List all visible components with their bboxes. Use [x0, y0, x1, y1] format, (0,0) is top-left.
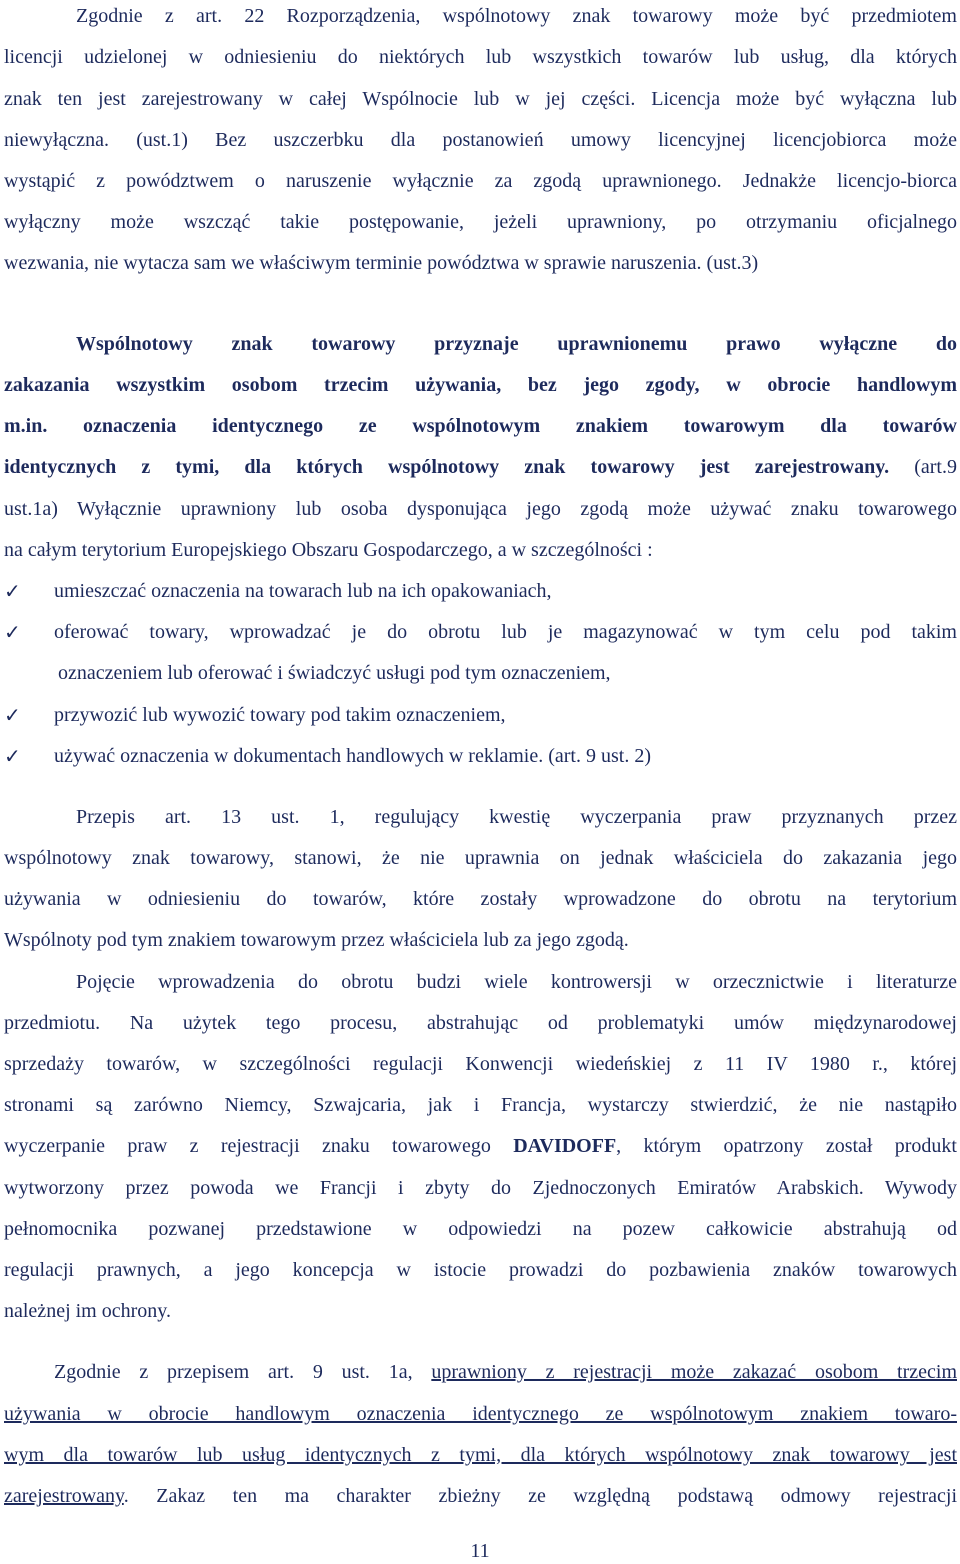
paragraph-1-line-4: niewyłączna. (ust.1) Bez uszczerbku dla postanowień umowy licencyjnej licencjobiorca może	[4, 129, 957, 151]
underlined-text: zarejestrowany	[4, 1485, 124, 1507]
paragraph-4-line-1: Pojęcie wprowadzenia do obrotu budzi wiele kontrowersji w orzecznictwie i literaturze	[76, 971, 957, 993]
checklist-item-3: przywozić lub wywozić towary pod takim oznaczeniem,	[54, 704, 506, 726]
paragraph-1-line-2: licencji udzielonej w odniesieniu do niektórych lub wszystkich towarów lub usług, dla których	[4, 46, 957, 68]
checkmark-icon: ✓	[4, 579, 21, 603]
paragraph-2-line-4	[4, 454, 957, 480]
bold-statement-end: identycznych z tymi, dla których wspólnotowy znak towarowy jest zarejestrowany.	[4, 456, 890, 478]
paragraph-5-line-4	[4, 1483, 957, 1509]
paragraph-4-line-9: należnej im ochrony.	[4, 1300, 171, 1322]
paragraph-4-line-4: stronami są zarówno Niemcy, Szwajcaria, jak i Francja, wystarczy stwierdzić, że nie nastąpiło	[4, 1094, 957, 1116]
paragraph-4-line-5	[4, 1133, 957, 1159]
page-number: 11	[470, 1540, 490, 1562]
paragraph-4-line-3: sprzedaży towarów, w szczególności regulacji Konwencji wiedeńskiej z 11 IV 1980 r., której	[4, 1053, 957, 1075]
paragraph-2-line-6: na całym terytorium Europejskiego Obszaru Gospodarczego, a w szczególności :	[4, 539, 653, 561]
paragraph-3-line-3: używania w odniesieniu do towarów, które zostały wprowadzone do obrotu na terytorium	[4, 888, 957, 910]
paragraph-2-line-1: Wspólnotowy znak towarowy przyznaje uprawnionemu prawo wyłączne do	[76, 333, 957, 355]
brand-name: DAVIDOFF	[513, 1135, 617, 1157]
paragraph-1-line-1: Zgodnie z art. 22 Rozporządzenia, wspólnotowy znak towarowy może być przedmiotem	[76, 5, 957, 27]
paragraph-4-line-2: przedmiotu. Na użytek tego procesu, abstrahując od problematyki umów międzynarodowej	[4, 1012, 957, 1034]
article-reference: (art.9	[889, 456, 957, 478]
checklist-item-2: oferować towary, wprowadzać je do obrotu lub je magazynować w tym celu pod takim	[54, 621, 957, 643]
checklist-item-2-continuation: oznaczeniem lub oferować i świadczyć usługi pod tym oznaczeniem,	[58, 662, 611, 684]
paragraph-3-line-2: wspólnotowy znak towarowy, stanowi, że nie uprawnia on jednak właściciela do zakazania jego	[4, 847, 957, 869]
paragraph-1-line-3: znak ten jest zarejestrowany w całej Wspólnocie lub w jej części. Licencja może być wyłączna lub	[4, 88, 957, 110]
paragraph-5-line-1-start: Zgodnie z przepisem art. 9 ust. 1a,	[54, 1361, 432, 1383]
checkmark-icon: ✓	[4, 744, 21, 768]
paragraph-5-line-3: wym dla towarów lub usług identycznych z tymi, dla których wspólnotowy znak towarowy jest	[4, 1444, 957, 1466]
paragraph-1-line-5: wystąpić z powództwem o naruszenie wyłącznie za zgodą uprawnionego. Jednakże licencjo-biorca	[4, 170, 957, 192]
paragraph-4-line-5-end: , którym opatrzony został produkt	[616, 1135, 957, 1157]
paragraph-2-line-3: m.in. oznaczenia identycznego ze wspólnotowym znakiem towarowym dla towarów	[4, 415, 957, 437]
paragraph-4-line-6: wytworzony przez powoda we Francji i zbyty do Zjednoczonych Emiratów Arabskich. Wywody	[4, 1177, 957, 1199]
paragraph-4-line-8: regulacji prawnych, a jego koncepcja w istocie prowadzi do pozbawienia znaków towarowych	[4, 1259, 957, 1281]
paragraph-2-line-5: ust.1a) Wyłącznie uprawniony lub osoba dysponująca jego zgodą może używać znaku towarowego	[4, 498, 957, 520]
paragraph-4-line-5-start: wyczerpanie praw z rejestracji znaku towarowego	[4, 1135, 514, 1157]
paragraph-1-line-7: wezwania, nie wytacza sam we właściwym terminie powództwa w sprawie naruszenia. (ust.3)	[4, 252, 759, 274]
underlined-text: uprawniony z rejestracji może zakazać osobom trzecim	[431, 1361, 957, 1383]
checkmark-icon: ✓	[4, 703, 21, 727]
paragraph-5-line-1	[54, 1359, 957, 1385]
paragraph-5-line-4-end: . Zakaz ten ma charakter zbieżny ze względną podstawą odmowy rejestracji	[123, 1485, 957, 1507]
checklist-item-4: używać oznaczenia w dokumentach handlowych w reklamie. (art. 9 ust. 2)	[54, 745, 651, 767]
paragraph-1-line-6: wyłączny może wszcząć takie postępowanie, jeżeli uprawniony, po otrzymaniu oficjalnego	[4, 211, 957, 233]
paragraph-3-line-4: Wspólnoty pod tym znakiem towarowym przez właściciela lub za jego zgodą.	[4, 929, 629, 951]
paragraph-3-line-1: Przepis art. 13 ust. 1, regulujący kwestię wyczerpania praw przyznanych przez	[76, 806, 957, 828]
paragraph-2-line-2: zakazania wszystkim osobom trzecim używania, bez jego zgody, w obrocie handlowym	[4, 374, 957, 396]
checkmark-icon: ✓	[4, 620, 21, 644]
paragraph-4-line-7: pełnomocnika pozwanej przedstawione w odpowiedzi na pozew całkowicie abstrahują od	[4, 1218, 957, 1240]
checklist-item-1: umieszczać oznaczenia na towarach lub na ich opakowaniach,	[54, 580, 552, 602]
paragraph-5-line-2: używania w obrocie handlowym oznaczenia identycznego ze wspólnotowym znakiem towaro-	[4, 1403, 957, 1425]
